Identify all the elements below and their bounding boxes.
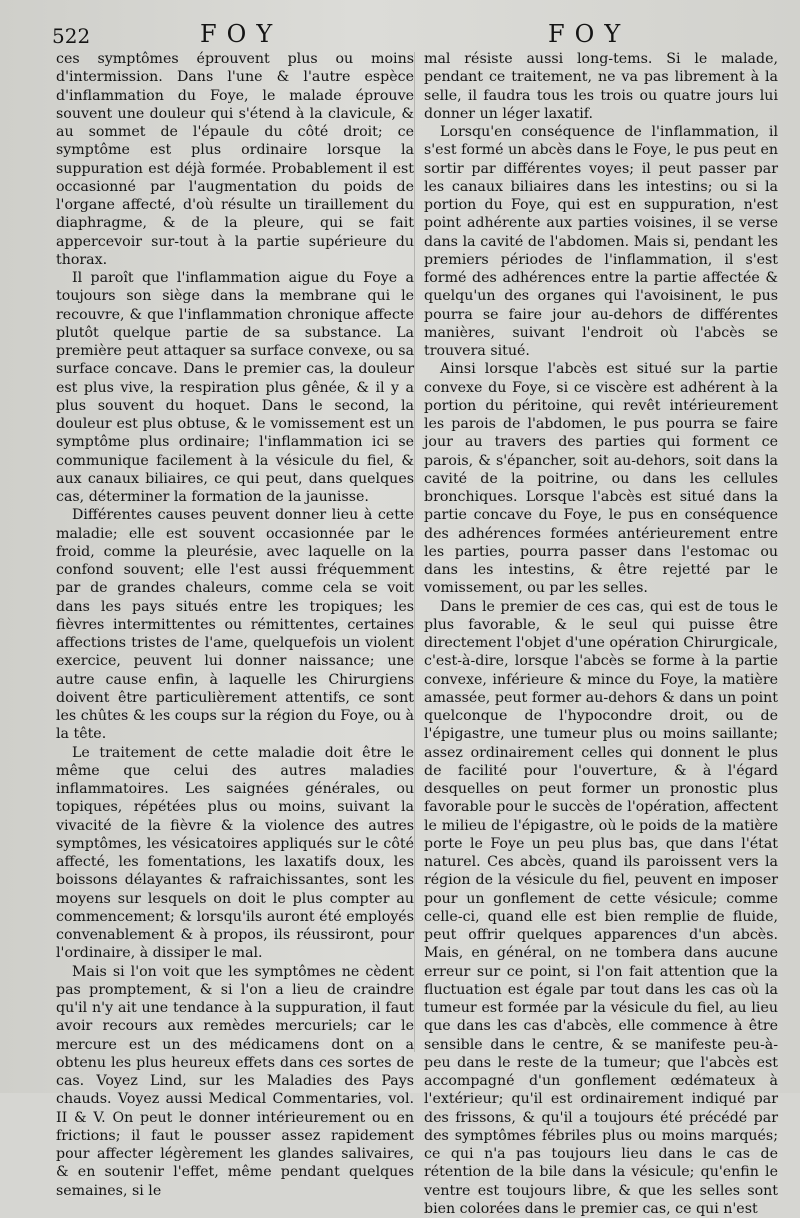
page-header xyxy=(0,20,800,50)
paragraph: mal résiste aussi long-tems. Si le malade, pendant ce traitement, ne va pas librement à la selle, il faudra tous les trois ou quatre jours lui donner un léger laxatif. xyxy=(424,50,778,123)
right-column xyxy=(424,50,778,1218)
paragraph: Différentes causes peuvent donner lieu à cette maladie; elle est souvent occasionnée par le froid, comme la pleurésie, avec laquelle on la confond souvent; elle l'est aussi fréquemment par de grandes chaleurs, comme cela se voit dans les pays situés entre les tropiques; les fièvres intermittentes ou rémittentes, certaines affections tristes de l'ame, quelquefois un violent exercice, peuvent lui donner naissance; une autre cause enfin, à laquelle les Chirurgiens doivent être particulièrement attentifs, ce sont les chûtes & les coups sur la région du Foye, ou à la tête. xyxy=(56,506,414,743)
page-number: 522 xyxy=(52,24,90,48)
paragraph: Ainsi lorsque l'abcès est situé sur la partie convexe du Foye, si ce viscère est adhérent à la portion du péritoine, qui revêt intérieurement les parois de l'abdomen, le pus pourra se faire jour au travers des parties qui forment ce parois, & s'épancher, soit au-dehors, soit dans la cavité de la poitrine, ou dans les cellules bronchiques. Lorsque l'abcès est situé dans la partie concave du Foye, le pus en conséquence des adhérences formées antérieurement entre les parties, pourra passer dans l'estomac ou dans les intestins, & être rejetté par le vomissement, ou par les selles. xyxy=(424,360,778,597)
column-divider xyxy=(414,52,415,1052)
running-head-left: FOY xyxy=(200,20,282,48)
paragraph: Le traitement de cette maladie doit être le même que celui des autres maladies inflammatoires. Les saignées générales, ou topiques, répétées plus ou moins, suivant la vivacité de la fièvre & la violence des autres symptômes, les vésicatoires appliqués sur le côté affecté, les fomentations, les laxatifs doux, les boissons délayantes & rafraichissantes, sont les moyens sur lesquels on doit le plus compter au commencement; & lorsqu'ils auront été employés convenablement & à propos, ils réussiront, pour l'ordinaire, à dissiper le mal. xyxy=(56,744,414,963)
paragraph: Dans le premier de ces cas, qui est de tous le plus favorable, & le seul qui puisse être directement l'objet d'une opération Chirurgicale, c'est-à-dire, lorsque l'abcès se forme à la partie convexe, inférieure & mince du Foye, la matière amassée, peut former au-dehors & dans un point quelconque de l'hypocondre droit, ou de l'épigastre, une tumeur plus ou moins saillante; assez ordinairement celles qui donnent le plus de facilité pour l'ouverture, & à l'égard desquelles on peut former un pronostic plus favorable pour le succès de l'opération, affectent le milieu de l'épigastre, où le poids de la matière porte le Foye un peu plus bas, que dans l'état naturel. Ces abcès, quand ils paroissent vers la région de la vésicule du fiel, peuvent en imposer pour un gonflement de cette vésicule; comme celle-ci, quand elle est bien remplie de fluide, peut offrir quelques apparences d'un abcès. Mais, en général, on ne tombera dans aucune erreur sur ce point, si l'on fait attention que la fluctuation est égale par tout dans les cas où la tumeur est formée par la vésicule du fiel, au lieu que dans les cas d'abcès, elle commence à être sensible dans le centre, & se manifeste peu-à-peu dans le reste de la tumeur; que l'abcès est accompagné d'un gonflement œdémateux à l'extérieur; qu'il est ordinairement indiqué par des frissons, & qu'il a toujours été précédé par des symptômes fébriles plus ou moins marqués; ce qui n'a pas toujours lieu dans le cas de rétention de la bile dans la vésicule; qu'enfin le ventre est toujours libre, & que les selles sont bien colorées dans le premier cas, ce qui n'est xyxy=(424,598,778,1218)
left-column xyxy=(56,50,414,1200)
running-head-right: FOY xyxy=(548,20,630,48)
paragraph: Il paroît que l'inflammation aigue du Foye a toujours son siège dans la membrane qui le recouvre, & que l'inflammation chronique affecte plutôt quelque partie de sa substance. La première peut attaquer sa surface convexe, ou sa surface concave. Dans le premier cas, la douleur est plus vive, la respiration plus gênée, & il y a plus souvent du hoquet. Dans le second, la douleur est plus obtuse, & le vomissement est un symptôme plus ordinaire; l'inflammation ici se communique facilement à la vésicule du fiel, & aux canaux biliaires, ce qui peut, dans quelques cas, déterminer la formation de la jaunisse. xyxy=(56,269,414,506)
paragraph: Mais si l'on voit que les symptômes ne cèdent pas promptement, & si l'on a lieu de craindre qu'il n'y ait une tendance à la suppuration, il faut avoir recours aux remèdes mercuriels; car le mercure est un des médicamens dont on a obtenu les plus heureux effets dans ces sortes de cas. Voyez Lind, sur les Maladies des Pays chauds. Voyez aussi Medical Commentaries, vol. II & V. On peut le donner intérieurement ou en frictions; il faut le pousser assez rapidement pour affecter légèrement les glandes salivaires, & en soutenir l'effet, même pendant quelques semaines, si le xyxy=(56,963,414,1200)
paragraph: Lorsqu'en conséquence de l'inflammation, il s'est formé un abcès dans le Foye, le pus peut en sortir par différentes voyes; il peut passer par les canaux biliaires dans les intestins; ou si la portion du Foye, qui est en suppuration, n'est point adhérente aux parties voisines, il se verse dans la cavité de l'abdomen. Mais si, pendant les premiers périodes de l'inflammation, il s'est formé des adhérences entre la partie affectée & quelqu'un des organes qui l'avoisinent, le pus pourra se faire jour au-dehors de différentes manières, suivant l'endroit où l'abcès se trouvera situé. xyxy=(424,123,778,360)
paragraph: ces symptômes éprouvent plus ou moins d'intermission. Dans l'une & l'autre espèce d'inflammation du Foye, le malade éprouve souvent une douleur qui s'étend à la clavicule, & au sommet de l'épaule du côté droit; ce symptôme est plus ordinaire lorsque la suppuration est déjà formée. Probablement il est occasionné par l'augmentation du poids de l'organe affecté, d'où résulte un tiraillement du diaphragme, & de la pleure, qui se fait appercevoir sur-tout à la partie supérieure du thorax. xyxy=(56,50,414,269)
